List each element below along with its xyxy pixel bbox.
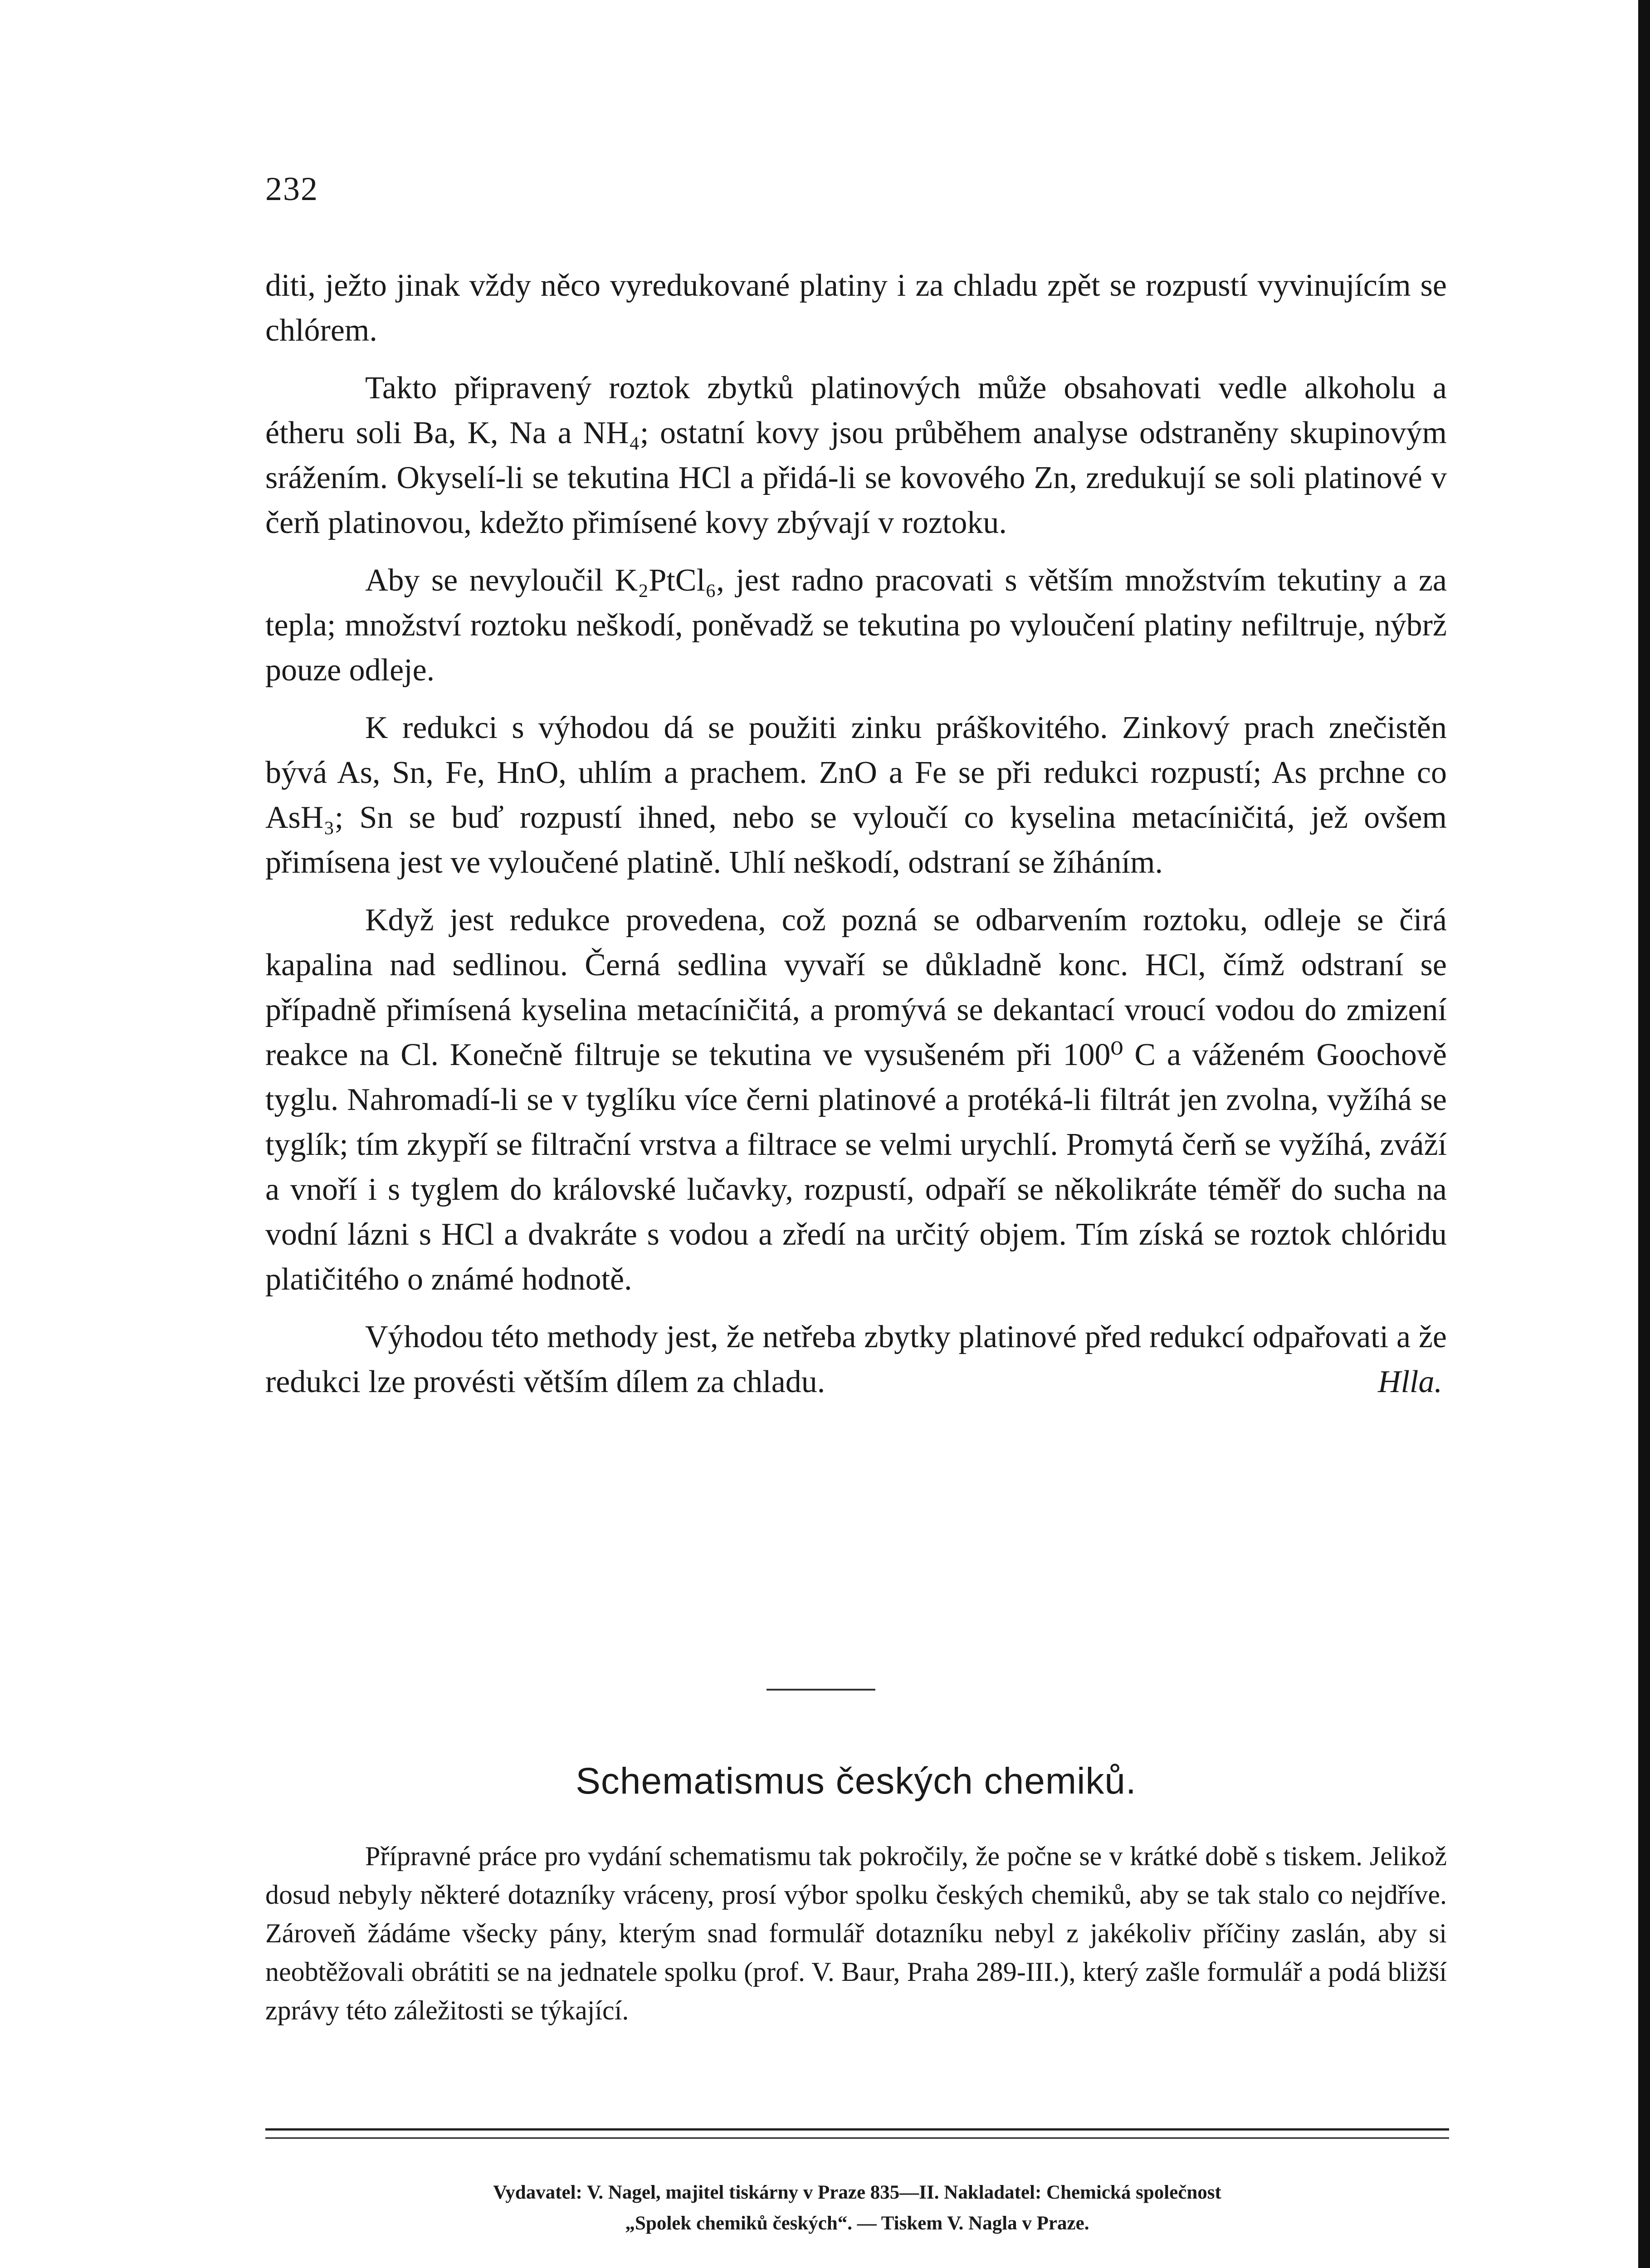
paragraph-text: Výhodou této methody jest, že netřeba zbytky platinové před redukcí odpařovati a že redukci lze provésti větším dílem za chladu. <box>265 1320 1447 1399</box>
page-number: 232 <box>265 171 318 208</box>
paragraph: Takto připravený roztok zbytků platinových může obsahovati vedle alkoholu a étheru soli Ba, K, Na a NH₄; ostatní kovy jsou průběhem analyse odstraněny skupinovým srážením. Okyselí-li se tekutina HCl a přidá-li se kovového Zn, zredukují se soli platinové v čerň platinovou, kdežto přimísené kovy zbývají v roztoku. <box>265 371 1447 540</box>
section-body: Přípravné práce pro vydání schematismu tak pokročily, že počne se v krátké době s tiskem. Jelikož dosud nebyly některé dotazníky vráceny, prosí výbor spolku českých chemiků, aby se tak stalo co nejdříve. Zároveň žádáme všecky pány, kterým snad formulář dotazníku nebyl z jakékoliv příčiny zaslán, aby si neobtěžovali obrátiti se na jednatele spolku (prof. V. Baur, Praha 289-III.), který zašle formulář a podá bližší zprávy této záležitosti se týkající. <box>265 1841 1447 2025</box>
paragraph-last <box>265 1315 1447 1404</box>
imprint-line-2: „Spolek chemiků českých“. — Tiskem V. Nagla v Praze. <box>625 2213 1089 2234</box>
paragraph: K redukci s výhodou dá se použiti zinku práškovitého. Zinkový prach znečistěn bývá As, Sn, Fe, HnO, uhlím a prachem. ZnO a Fe se při redukci rozpustí; As prchne co AsH₃; Sn se buď rozpustí ihned, nebo se vyloučí co kyselina metacíničitá, jež ovšem přimísena jest ve vyloučené platině. Uhlí neškodí, odstraní se žíháním. <box>265 710 1447 880</box>
footer-rule-bottom <box>265 2137 1449 2139</box>
imprint-line-1: Vydavatel: V. Nagel, majitel tiskárny v Praze 835—II. Nakladatel: Chemická společnost <box>493 2182 1221 2203</box>
article-body <box>265 263 1447 1417</box>
author-signature: Hlla. <box>1378 1364 1442 1399</box>
imprint-footer <box>265 2177 1449 2239</box>
paragraph: diti, ježto jinak vždy něco vyredukované platiny i za chladu zpět se rozpustí vyvinujícím se chlórem. <box>265 268 1447 348</box>
page-edge <box>1638 0 1650 2268</box>
footer-rule-top <box>265 2128 1449 2131</box>
paragraph: Aby se nevyloučil K₂PtCl₆, jest radno pracovati s větším množstvím tekutiny a za tepla; množství roztoku neškodí, poněvadž se tekutina po vyloučení platiny nefiltruje, nýbrž pouze odleje. <box>265 563 1447 688</box>
paragraph: Když jest redukce provedena, což pozná se odbarvením roztoku, odleje se čirá kapalina nad sedlinou. Černá sedlina vyvaří se důkladně konc. HCl, čímž odstraní se případně přimísená kyselina metacíničitá, a promývá se dekantací vroucí vodou do zmizení reakce na Cl. Konečně filtruje se tekutina ve vysušeném při 100⁰ C a váženém Goochově tyglu. Nahromadí-li se v tyglíku více černi platinové a protéká-li filtrát jen zvolna, vyžíhá se tyglík; tím zkypří se filtrační vrstva a filtrace se velmi urychlí. Promytá čerň se vyžíhá, zváží a vnoří i s tyglem do královské lučavky, rozpustí, odpaří se několikráte téměř do sucha na vodní lázni s HCl a dvakráte s vodou a zředí na určitý objem. Tím získá se roztok chlóridu platičitého o známé hodnotě. <box>265 903 1447 1297</box>
section-title: Schematismus českých chemiků. <box>576 1760 1137 1802</box>
section-divider <box>766 1689 875 1691</box>
